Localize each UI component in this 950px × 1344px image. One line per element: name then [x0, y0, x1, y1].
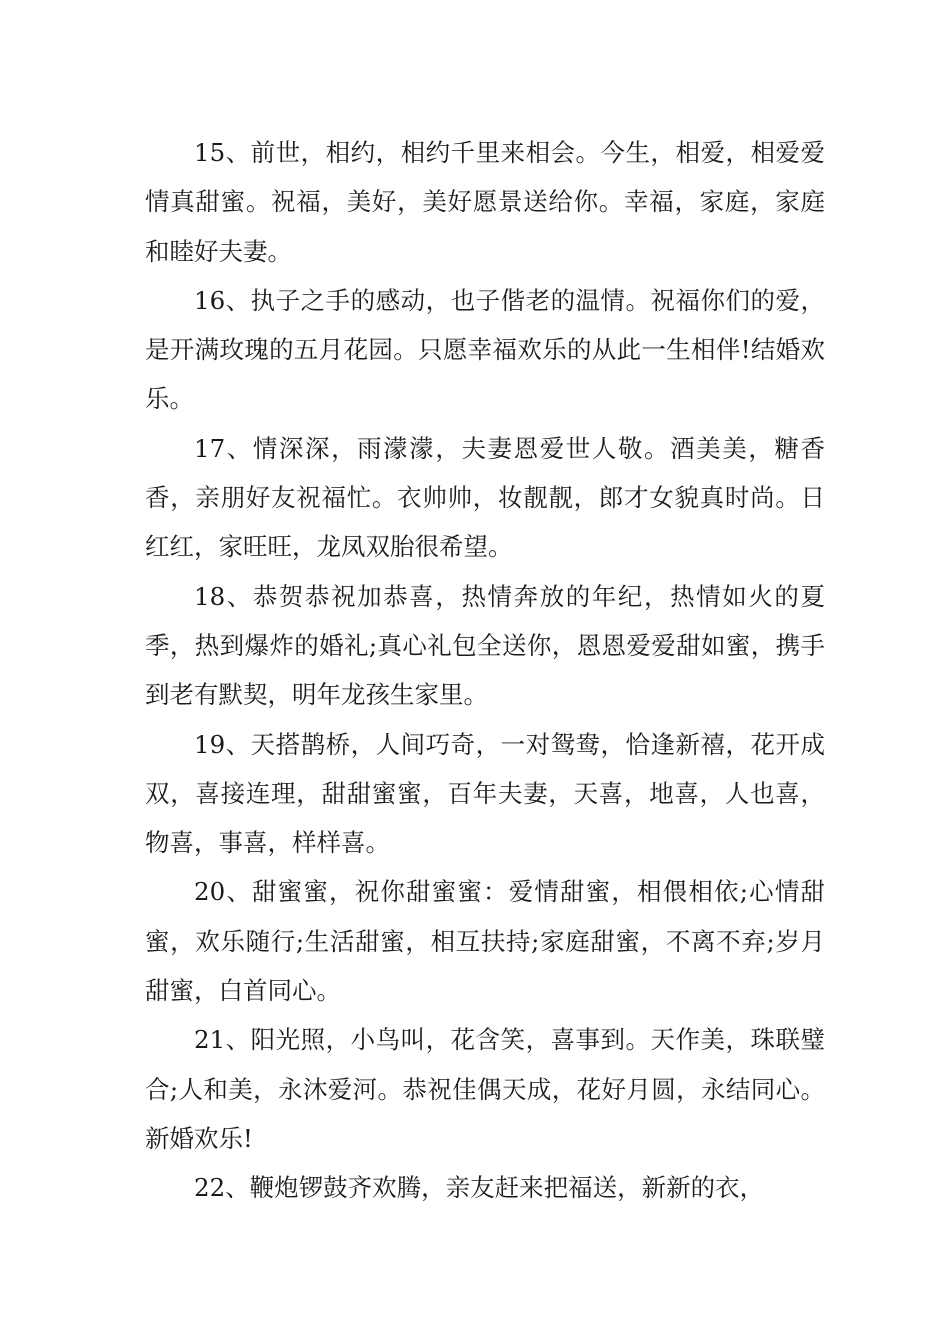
paragraph-15: 15、前世，相约，相约千里来相会。今生，相爱，相爱爱情真甜蜜。祝福，美好，美好愿景送给你。幸福，家庭，家庭和睦好夫妻。: [145, 138, 825, 266]
paragraph-16: 16、执子之手的感动，也子偕老的温情。祝福你们的爱，是开满玫瑰的五月花园。只愿幸福欢乐的从此一生相伴!结婚欢乐。: [145, 285, 825, 414]
document-body: [145, 128, 825, 1213]
paragraph-20: 20、甜蜜蜜，祝你甜蜜蜜：爱情甜蜜，相偎相依;心情甜蜜，欢乐随行;生活甜蜜，相互扶持;家庭甜蜜，不离不弃;岁月甜蜜，白首同心。: [145, 877, 825, 1006]
paragraph-18: 18、恭贺恭祝加恭喜，热情奔放的年纪，热情如火的夏季，热到爆炸的婚礼;真心礼包全送你，恩恩爱爱甜如蜜，携手到老有默契，明年龙孩生家里。: [145, 581, 825, 710]
paragraph-22: 22、鞭炮锣鼓齐欢腾，亲友赶来把福送，新新的衣，: [194, 1173, 765, 1203]
paragraph-17: 17、情深深，雨濛濛，夫妻恩爱世人敬。酒美美，糖香香，亲朋好友祝福忙。衣帅帅，妆靓靓，郎才女貌真时尚。日红红，家旺旺，龙凤双胎很希望。: [145, 433, 825, 562]
paragraph-19: 19、天搭鹊桥，人间巧奇，一对鸳鸯，恰逢新禧，花开成双，喜接连理，甜甜蜜蜜，百年夫妻，天喜，地喜，人也喜，物喜，事喜，样样喜。: [145, 729, 825, 858]
paragraph-21: 21、阳光照，小鸟叫，花含笑，喜事到。天作美，珠联璧合;人和美，永沐爱河。恭祝佳偶天成，花好月圆，永结同心。新婚欢乐!: [145, 1025, 825, 1153]
